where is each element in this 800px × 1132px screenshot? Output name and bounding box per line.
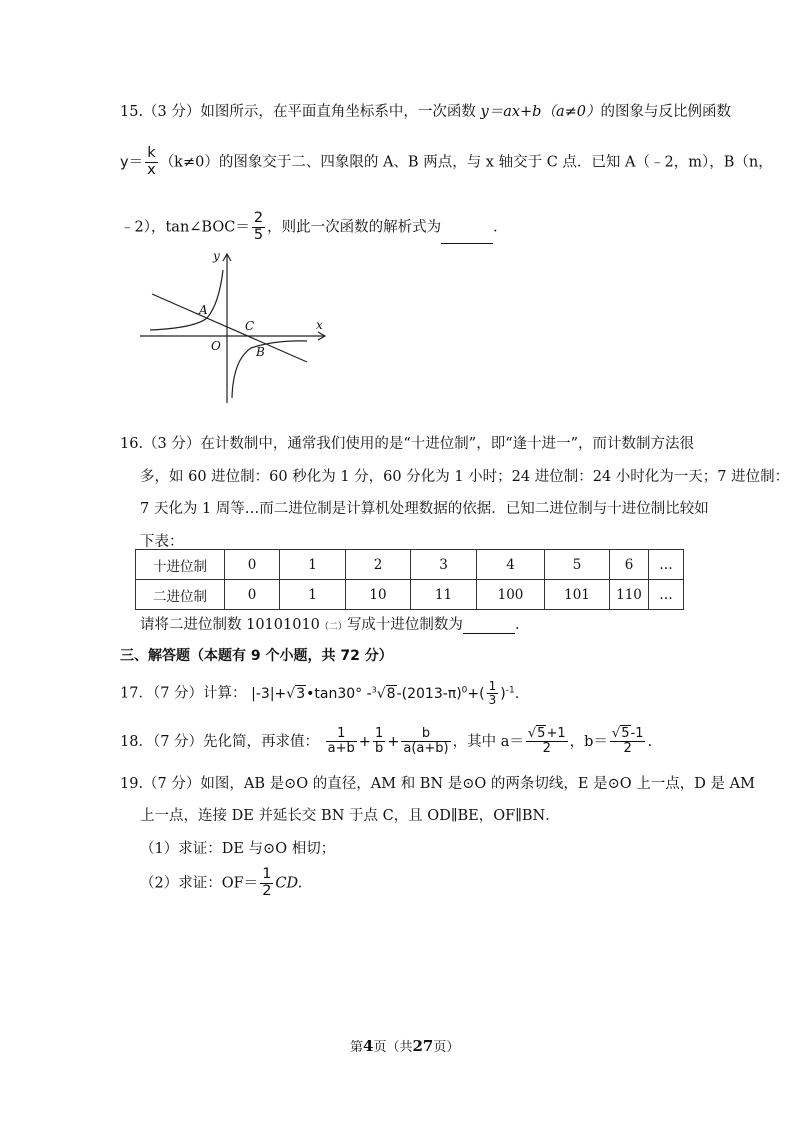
table-cell: 11 [411, 580, 477, 610]
one-third-fraction: $\frac{1}{3}$ [488, 679, 497, 708]
graph-label-y: y [213, 249, 220, 263]
table-cell: 0 [225, 550, 280, 580]
graph-label-o: O [211, 339, 221, 353]
table-cell: 2 [346, 550, 411, 580]
half-fraction: $\frac{1}{2}$ [262, 866, 272, 899]
table-row [136, 550, 684, 580]
q17-line: 17．（7 分）计算： |-3|+√3•tan30° $-^3√8-(2013-\pi)^0+$( $\frac{1}{3}$ )$^{-1}$. [120, 679, 520, 708]
q15-line1: 15.（3 分）如图所示，在平面直角坐标系中，一次函数 y＝ax+b（a≠0）的图象与反比例函数 [120, 104, 731, 120]
q19-line2: 上一点，连接 DE 并延长交 BN 于点 C，且 OD∥BE，OF∥BN． [140, 808, 560, 824]
table-cell: … [649, 550, 684, 580]
table-cell: 10 [346, 580, 411, 610]
table-cell: 6 [610, 550, 649, 580]
q19-part2: （2）求证：OF＝ $\frac{1}{2}$ CD. [140, 866, 303, 899]
table-cell: 1 [280, 550, 346, 580]
q16-line1: 16.（3 分）在计数制中，通常我们使用的是“十进位制”，即“逢十进一”，而计数制方法很 [120, 436, 695, 452]
table-cell: 0 [225, 580, 280, 610]
page-footer: 第4页（共27页） [350, 1037, 460, 1055]
q16-line2: 多，如 60 进位制：60 秒化为 1 分，60 分化为 1 小时；24 进位制：24 小时化为一天；7 进位制： [140, 469, 790, 485]
table-cell: 4 [477, 550, 545, 580]
table-cell: 5 [545, 550, 610, 580]
fraction-2: $\frac{1}{b}$ [374, 726, 384, 757]
q15-line2: y＝ $\frac{k}{x}$ （k≠0）的图象交于二、四象限的 A、B 两点，与 x 轴交于 C 点．已知 A（﹣2，m），B（n， [120, 145, 773, 178]
q16-after-table: 请将二进位制数 10101010（二）写成十进位制数为 ． [140, 617, 530, 633]
graph-label-x: x [316, 318, 323, 332]
table-cell: 100 [477, 580, 545, 610]
hyperbola-branch-4 [232, 341, 307, 398]
table-cell: 110 [610, 580, 649, 610]
q18-line: 18．（7 分）先化简，再求值： $\frac{1}{a+b}$ + $\frac{1}{b}$ + $\frac{b}{a(a+b)}$ ，其中 a＝ $\frac{√5+1}{2}$ ，b＝ $\frac{√5-1}{2}$ . [120, 726, 653, 757]
table-cell: … [649, 580, 684, 610]
table-cell: 1 [280, 580, 346, 610]
graph-label-b: B [256, 345, 265, 359]
k-over-x-fraction: $\frac{k}{x}$ [147, 145, 156, 178]
fraction-3: $\frac{b}{a(a+b)}$ [403, 726, 449, 757]
tan-fraction: $\frac{2}{5}$ [253, 210, 264, 243]
q19-line1: 19.（7 分）如图，AB 是⊙O 的直径，AM 和 BN 是⊙O 的两条切线，E 是⊙O 上一点，D 是 AM [120, 776, 755, 792]
section-title: 三、解答题（本题有 9 个小题，共 72 分） [120, 648, 393, 664]
a-value-fraction: $\frac{√5+1}{2}$ [527, 726, 566, 757]
table-cell: 十进位制 [136, 550, 225, 580]
base-comparison-table [135, 549, 684, 610]
q16-line3: 7 天化为 1 周等…而二进位制是计算机处理数据的依据．已知二进位制与十进位制比较如 [140, 501, 709, 517]
hyperbola-branch-2 [150, 270, 223, 330]
table-row [136, 580, 684, 610]
fraction-1: $\frac{1}{a+b}$ [327, 726, 355, 757]
q15-graph [135, 248, 335, 408]
table-cell: 3 [411, 550, 477, 580]
q15-line3: ﹣2），tan∠BOC＝ $\frac{2}{5}$ ，则此一次函数的解析式为 ． [120, 210, 508, 243]
table-cell: 二进位制 [136, 580, 225, 610]
graph-label-a: A [199, 303, 208, 317]
answer-blank [463, 619, 515, 634]
q19-part1: （1）求证：DE 与⊙O 相切； [140, 841, 336, 857]
q16-line4: 下表： [140, 534, 184, 550]
answer-blank [441, 229, 493, 244]
graph-label-c: C [245, 319, 255, 333]
table-cell: 101 [545, 580, 610, 610]
b-value-fraction: $\frac{√5-1}{2}$ [611, 726, 644, 757]
